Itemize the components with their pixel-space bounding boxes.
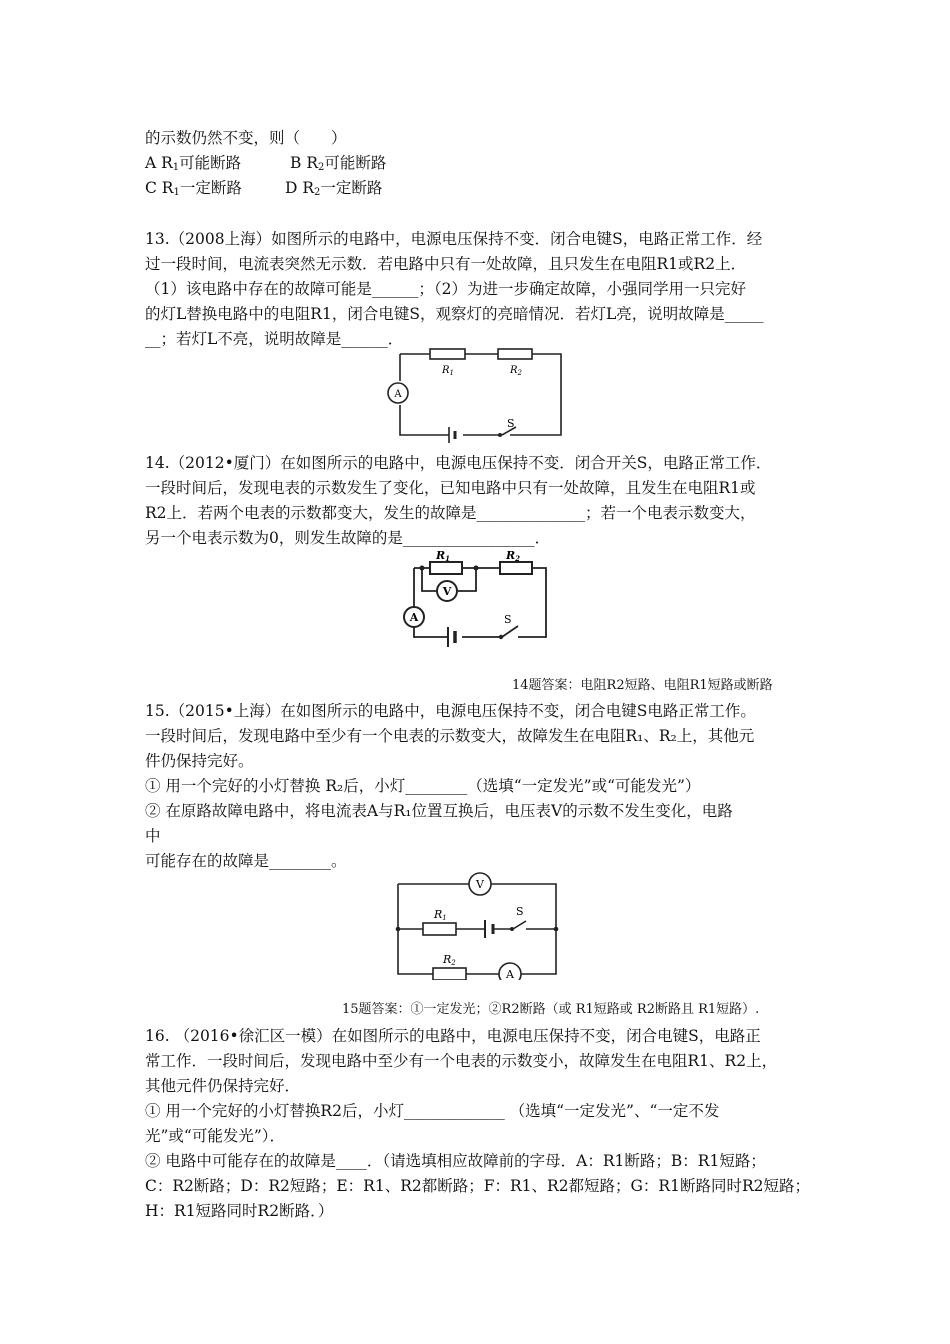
q13-ammeter-label: A [394,389,402,400]
q14-line: 一段时间后，发现电表的示数发生了变化，已知电路中只有一处故障，且发生在电阻R1或 [145,479,756,497]
q16-line: H：R1短路同时R2断路．） [145,1202,334,1220]
q12-tail: 的示数仍然不变，则（ ） [145,129,347,147]
q13-r1-label: $R_1$ [442,365,454,377]
q15-circuit-diagram [393,870,561,980]
q16-line: 16. （2016•徐汇区一模）在如图所示的电路中，电源电压保持不变，闭合电键S，电路正 [145,1027,761,1045]
q14-circuit-diagram [400,547,552,647]
q14-r1-label: R1 [436,549,451,563]
q13-line: 13.（2008上海）如图所示的电路中，电源电压保持不变．闭合电键S，电路正常工作．经 [145,230,763,248]
q12-option-c: C $R_1$一定断路 [145,179,242,198]
q13-switch-label: S [507,417,515,430]
q13-line: __；若灯L不亮，说明故障是______． [145,330,404,348]
q15-line: 15.（2015•上海）在如图所示的电路中，电源电压保持不变，闭合电键S电路正常工作。 [145,702,756,720]
q15-answer: 15题答案：①一定发光；②R2断路（或 R1短路或 R2断路且 R1短路）. [342,1002,760,1017]
q15-voltmeter-label: V [476,878,484,891]
q15-r2-label: R2 [443,953,456,967]
q15-switch-label: S [516,905,524,918]
q16-line: 光”或“可能发光”）． [145,1127,286,1145]
q16-line: 常工作．一段时间后，发现电路中至少有一个电表的示数变小，故障发生在电阻R1、R2上， [145,1052,778,1070]
q14-ammeter-label: A [409,611,419,624]
q15-line: ② 在原路故障电路中，将电流表A与R₁位置互换后，电压表V的示数不发生变化，电路 [145,802,733,820]
q14-voltmeter-label: V [442,585,452,598]
q16-line: ① 用一个完好的小灯替换R2后，小灯_____________ （选填“一定发光”、“一定不发 [145,1102,720,1120]
q14-line: 另一个电表示数为0，则发生故障的是_________________． [145,529,551,547]
q15-line: ① 用一个完好的小灯替换 R₂后，小灯________（选填“一定发光”或“可能发光”） [145,777,701,795]
q15-line: 可能存在的故障是________。 [145,852,347,870]
q15-r1-label: R1 [434,908,447,922]
q12-option-b: B $R_2$可能断路 [290,154,387,173]
q16-line: 其他元件仍保持完好． [145,1077,301,1095]
q16-line: C：R2断路；D：R2短路；E：R1、R2都断路；F：R1、R2都短路；G：R1断路同时R2短路； [145,1177,810,1195]
q15-line: 件仍保持完好。 [145,752,254,770]
q15-line: 一段时间后，发现电路中至少有一个电表的示数变大，故障发生在电阻R₁、R₂上，其他元 [145,727,755,745]
q14-switch-label: S [504,613,512,626]
q14-r2-label: R2 [506,549,521,563]
q14-answer: 14题答案：电阻R2短路、电阻R1短路或断路 [512,678,773,693]
q13-line: （1）该电路中存在的故障可能是______；（2）为进一步确定故障，小强同学用一只完好 [145,280,746,298]
q16-line: ② 电路中可能存在的故障是____．（请选填相应故障前的字母．A：R1断路；B：R1短路； [145,1152,766,1170]
q14-line: 14.（2012•厦门）在如图所示的电路中，电源电压保持不变．闭合开关S，电路正常工作． [145,454,772,472]
q12-option-d: D $R_2$一定断路 [285,179,383,198]
q13-r2-label: $R_2$ [510,365,522,377]
q13-circuit-diagram [380,345,570,445]
q13-line: 的灯L替换电路中的电阻R1，闭合电键S，观察灯的亮暗情况．若灯L亮，说明故障是_____ [145,305,764,323]
q13-line: 过一段时间，电流表突然无示数．若电路中只有一处故障，且只发生在电阻R1或R2上． [145,255,747,273]
q14-line: R2上．若两个电表的示数都变大，发生的故障是______________；若一个电表示数变大， [145,504,756,522]
q15-line: 中 [145,827,161,845]
q12-option-a: A $R_1$可能断路 [145,154,242,173]
q15-ammeter-label: A [506,968,514,980]
